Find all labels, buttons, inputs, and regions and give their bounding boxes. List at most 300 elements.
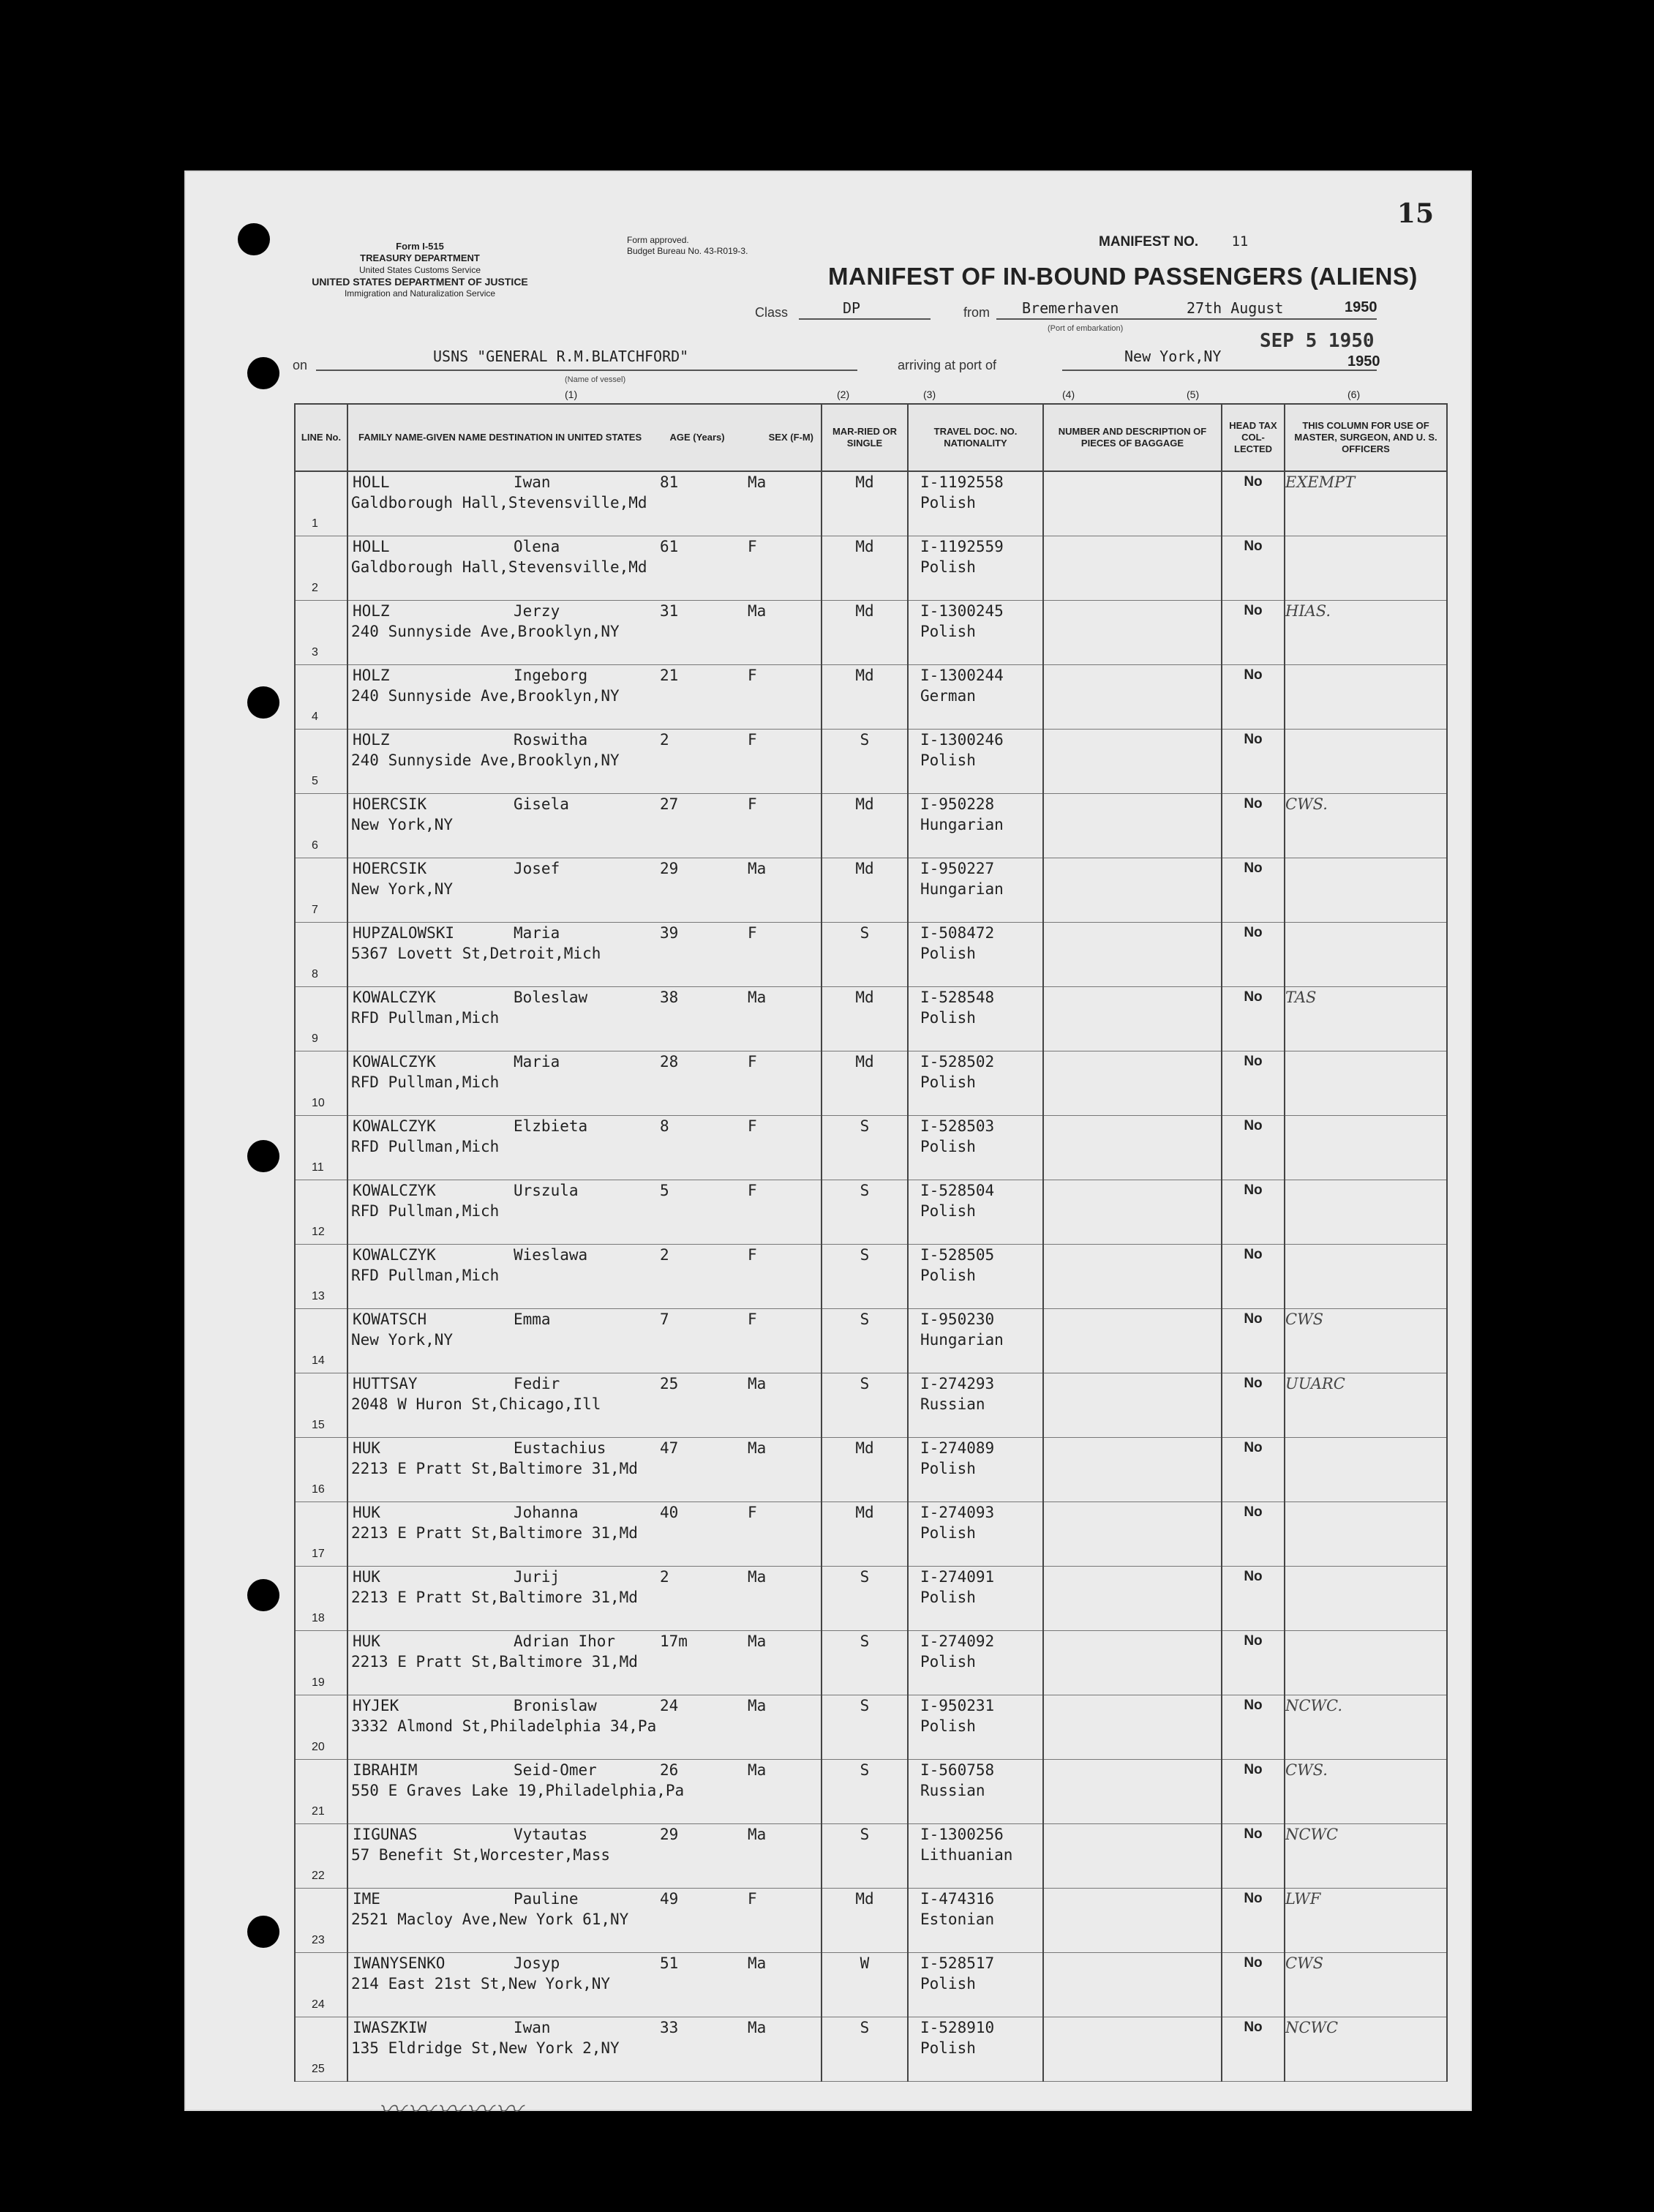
baggage-cell: [1043, 1502, 1222, 1567]
given-name: Olena: [514, 538, 560, 555]
travel-doc-number: I-528548: [920, 989, 995, 1006]
line-number: 13: [312, 1290, 325, 1302]
nationality: Polish: [920, 1138, 976, 1155]
column-number-3: (3): [923, 389, 936, 400]
table-row: [295, 1567, 1447, 1631]
header-age: AGE (Years): [669, 432, 725, 443]
destination: Galdborough Hall,Stevensville,Md: [351, 494, 647, 511]
sex: Ma: [748, 1954, 767, 1972]
nationality: Polish: [920, 1267, 976, 1284]
travel-doc-cell: [908, 536, 1043, 601]
head-tax: No: [1222, 1889, 1285, 1953]
line-number: 23: [312, 1934, 325, 1946]
sex: Ma: [748, 1761, 767, 1779]
name-cell: [347, 471, 822, 536]
class-label: Class: [755, 305, 789, 320]
line-number: 20: [312, 1741, 325, 1753]
travel-doc-number: I-1300256: [920, 1826, 1004, 1843]
given-name: Roswitha: [514, 731, 588, 749]
age: 2: [660, 1568, 669, 1586]
line-number: 2: [312, 582, 318, 594]
given-name: Jurij: [514, 1568, 560, 1586]
family-name: HUPZALOWSKI: [353, 924, 455, 942]
officer-note: [1285, 1116, 1447, 1180]
destination: RFD Pullman,Mich: [351, 1009, 500, 1027]
nationality: Polish: [920, 1202, 976, 1220]
destination: 2048 W Huron St,Chicago,Ill: [351, 1395, 601, 1413]
name-cell: [347, 1051, 822, 1116]
sex: Ma: [748, 1568, 767, 1586]
table-row: [295, 1953, 1447, 2017]
sex: Ma: [748, 1697, 767, 1714]
dept-line-4: Immigration and Naturalization Service: [344, 288, 496, 299]
baggage-cell: [1043, 1760, 1222, 1824]
nationality: Hungarian: [920, 1331, 1004, 1349]
marital-status: S: [822, 1180, 908, 1245]
given-name: Urszula: [514, 1182, 579, 1199]
marital-status: S: [822, 1245, 908, 1309]
age: 27: [660, 795, 679, 813]
baggage-cell: [1043, 1051, 1222, 1116]
travel-doc-number: I-950228: [920, 795, 995, 813]
marital-status: Md: [822, 665, 908, 730]
officer-note: [1285, 923, 1447, 987]
marital-status: S: [822, 1631, 908, 1695]
travel-doc-number: I-950230: [920, 1311, 995, 1328]
nationality: Polish: [920, 2039, 976, 2057]
officer-note: [1285, 1567, 1447, 1631]
nationality: Polish: [920, 1975, 976, 1992]
line-cell: [295, 730, 347, 794]
page-number: 15: [1396, 198, 1434, 229]
table-row: [295, 794, 1447, 858]
class-value: DP: [843, 299, 861, 317]
family-name: HOERCSIK: [353, 795, 427, 813]
travel-doc-number: I-1192559: [920, 538, 1004, 555]
line-cell: [295, 1116, 347, 1180]
marital-status: S: [822, 1309, 908, 1373]
head-tax: No: [1222, 1695, 1285, 1760]
from-value: Bremerhaven: [1022, 299, 1119, 317]
from-underline: [996, 318, 1377, 320]
given-name: Josef: [514, 860, 560, 877]
table-row: [295, 1889, 1447, 1953]
travel-doc-number: I-474316: [920, 1890, 995, 1908]
given-name: Gisela: [514, 795, 569, 813]
age: 38: [660, 989, 679, 1006]
arrival-port: New York,NY: [1124, 348, 1222, 365]
family-name: KOWALCZYK: [353, 1053, 436, 1071]
line-number: 4: [312, 711, 318, 723]
family-name: HUK: [353, 1439, 380, 1457]
officer-note: [1285, 1180, 1447, 1245]
line-number: 14: [312, 1354, 325, 1367]
age: 61: [660, 538, 679, 555]
travel-doc-number: I-274093: [920, 1504, 995, 1521]
table-row: [295, 1438, 1447, 1502]
table-header-row: [295, 404, 1447, 471]
head-tax: No: [1222, 1760, 1285, 1824]
age: 7: [660, 1311, 669, 1328]
table-row: [295, 471, 1447, 536]
destination: 240 Sunnyside Ave,Brooklyn,NY: [351, 623, 620, 640]
baggage-cell: [1043, 1824, 1222, 1889]
given-name: Wieslawa: [514, 1246, 588, 1264]
name-cell: [347, 794, 822, 858]
marital-status: S: [822, 1760, 908, 1824]
given-name: Pauline: [514, 1890, 579, 1908]
given-name: Maria: [514, 924, 560, 942]
travel-doc-cell: [908, 1760, 1043, 1824]
baggage-cell: [1043, 1695, 1222, 1760]
family-name: IBRAHIM: [353, 1761, 418, 1779]
given-name: Iwan: [514, 473, 551, 491]
head-tax: No: [1222, 1502, 1285, 1567]
family-name: HOERCSIK: [353, 860, 427, 877]
line-number: 6: [312, 839, 318, 852]
binder-hole: [247, 686, 279, 719]
age: 28: [660, 1053, 679, 1071]
head-tax: No: [1222, 1309, 1285, 1373]
officer-note: [1285, 858, 1447, 923]
name-cell: [347, 1180, 822, 1245]
name-cell: [347, 1631, 822, 1695]
given-name: Elzbieta: [514, 1117, 588, 1135]
line-cell: [295, 2017, 347, 2082]
line-number: 22: [312, 1870, 325, 1882]
line-number: 18: [312, 1612, 325, 1624]
name-cell: [347, 1502, 822, 1567]
line-cell: [295, 1309, 347, 1373]
given-name: Johanna: [514, 1504, 579, 1521]
travel-doc-cell: [908, 2017, 1043, 2082]
column-number-2: (2): [837, 389, 850, 400]
baggage-cell: [1043, 1631, 1222, 1695]
travel-doc-cell: [908, 1695, 1043, 1760]
travel-doc-cell: [908, 1309, 1043, 1373]
family-name: HUK: [353, 1632, 380, 1650]
family-name: HOLZ: [353, 667, 390, 684]
form-approved-text: Form approved.: [627, 235, 689, 245]
sex: Ma: [748, 473, 767, 491]
travel-doc-number: I-950227: [920, 860, 995, 877]
manifest-no-label: MANIFEST NO.: [1099, 234, 1199, 250]
destination: 214 East 21st St,New York,NY: [351, 1975, 611, 1992]
baggage-cell: [1043, 471, 1222, 536]
travel-doc-cell: [908, 1631, 1043, 1695]
destination: 3332 Almond St,Philadelphia 34,Pa: [351, 1717, 657, 1735]
name-cell: [347, 1889, 822, 1953]
nationality: Polish: [920, 1653, 976, 1671]
binder-hole: [247, 1140, 279, 1172]
nationality: Polish: [920, 945, 976, 962]
sex: F: [748, 924, 757, 942]
name-cell: [347, 1953, 822, 2017]
head-tax: No: [1222, 1631, 1285, 1695]
table-row: [295, 1631, 1447, 1695]
line-cell: [295, 601, 347, 665]
age: 2: [660, 1246, 669, 1264]
given-name: Jerzy: [514, 602, 560, 620]
given-name: Boleslaw: [514, 989, 588, 1006]
destination: 57 Benefit St,Worcester,Mass: [351, 1846, 611, 1864]
line-number: 5: [312, 775, 318, 787]
baggage-cell: [1043, 794, 1222, 858]
form-approval: [627, 235, 748, 257]
line-cell: [295, 1889, 347, 1953]
line-number: 12: [312, 1226, 325, 1238]
name-cell: [347, 1760, 822, 1824]
manifest-no-value: 11: [1231, 233, 1249, 250]
family-name: HOLZ: [353, 731, 390, 749]
travel-doc-number: I-528910: [920, 2019, 995, 2036]
dept-line-2: United States Customs Service: [358, 265, 481, 275]
nationality: Polish: [920, 494, 976, 511]
sex: Ma: [748, 2019, 767, 2036]
age: 25: [660, 1375, 679, 1392]
travel-doc-cell: [908, 1502, 1043, 1567]
given-name: Emma: [514, 1311, 551, 1328]
name-cell: [347, 1695, 822, 1760]
baggage-cell: [1043, 987, 1222, 1051]
travel-doc-number: I-1192558: [920, 473, 1004, 491]
travel-doc-number: I-274091: [920, 1568, 995, 1586]
table-row: [295, 2017, 1447, 2082]
manifest-number: [1099, 233, 1248, 250]
vessel-note: (Name of vessel): [565, 375, 626, 384]
line-cell: [295, 1051, 347, 1116]
table-row: [295, 923, 1447, 987]
line-number: 9: [312, 1032, 318, 1045]
table-row: [295, 1695, 1447, 1760]
head-tax: No: [1222, 858, 1285, 923]
head-tax: No: [1222, 1245, 1285, 1309]
nationality: Hungarian: [920, 880, 1004, 898]
head-tax: No: [1222, 471, 1285, 536]
family-name: IIGUNAS: [353, 1826, 418, 1843]
budget-bureau-text: Budget Bureau No. 43-R019-3.: [627, 246, 748, 256]
line-number: 16: [312, 1483, 325, 1496]
sex: F: [748, 1311, 757, 1328]
table-row: [295, 665, 1447, 730]
given-name: Ingeborg: [514, 667, 588, 684]
nationality: Polish: [920, 1009, 976, 1027]
date-value: 27th August: [1187, 299, 1284, 317]
line-number: 17: [312, 1548, 325, 1560]
baggage-cell: [1043, 1373, 1222, 1438]
family-name: HUTTSAY: [353, 1375, 418, 1392]
line-number: 1: [312, 517, 318, 530]
line-number: 24: [312, 1998, 325, 2011]
officer-note: EXEMPT: [1285, 471, 1447, 536]
age: 26: [660, 1761, 679, 1779]
head-tax: No: [1222, 601, 1285, 665]
header-name: [347, 404, 822, 471]
name-cell: [347, 1438, 822, 1502]
name-cell: [347, 665, 822, 730]
header-baggage: NUMBER AND DESCRIPTION OF PIECES OF BAGGAGE: [1043, 404, 1222, 471]
line-number: 7: [312, 904, 318, 916]
travel-doc-number: I-528504: [920, 1182, 995, 1199]
travel-doc-cell: [908, 1953, 1043, 2017]
name-cell: [347, 601, 822, 665]
name-cell: [347, 730, 822, 794]
line-cell: [295, 923, 347, 987]
officer-note: UUARC: [1285, 1373, 1447, 1438]
destination: New York,NY: [351, 880, 454, 898]
nationality: Lithuanian: [920, 1846, 1013, 1864]
baggage-cell: [1043, 2017, 1222, 2082]
name-cell: [347, 923, 822, 987]
nationality: German: [920, 687, 976, 705]
nationality: Polish: [920, 1073, 976, 1091]
baggage-cell: [1043, 730, 1222, 794]
destination: 2213 E Pratt St,Baltimore 31,Md: [351, 1589, 638, 1606]
family-name: IME: [353, 1890, 380, 1908]
travel-doc-cell: [908, 730, 1043, 794]
nationality: Polish: [920, 1524, 976, 1542]
given-name: Maria: [514, 1053, 560, 1071]
sex: F: [748, 731, 757, 749]
travel-doc-number: I-1300245: [920, 602, 1004, 620]
officer-note: CWS.: [1285, 1760, 1447, 1824]
travel-doc-cell: [908, 1373, 1043, 1438]
header-married: MAR-RIED OR SINGLE: [822, 404, 908, 471]
given-name: Fedir: [514, 1375, 560, 1392]
head-tax: No: [1222, 1953, 1285, 2017]
marital-status: Md: [822, 1438, 908, 1502]
line-cell: [295, 471, 347, 536]
baggage-cell: [1043, 1567, 1222, 1631]
officer-note: CWS: [1285, 1309, 1447, 1373]
sex: F: [748, 1246, 757, 1264]
table-row: [295, 1760, 1447, 1824]
family-name: IWASZKIW: [353, 2019, 427, 2036]
sex: F: [748, 1182, 757, 1199]
arrival-underline: [1062, 370, 1377, 371]
table-row: [295, 1180, 1447, 1245]
baggage-cell: [1043, 1889, 1222, 1953]
destination: 2213 E Pratt St,Baltimore 31,Md: [351, 1460, 638, 1477]
age: 24: [660, 1697, 679, 1714]
destination: 550 E Graves Lake 19,Philadelphia,Pa: [351, 1782, 685, 1799]
name-cell: [347, 2017, 822, 2082]
line-number: 3: [312, 646, 318, 659]
line-number: 15: [312, 1419, 325, 1431]
line-cell: [295, 1760, 347, 1824]
destination: 240 Sunnyside Ave,Brooklyn,NY: [351, 687, 620, 705]
name-cell: [347, 1245, 822, 1309]
family-name: HOLL: [353, 473, 390, 491]
destination: 2213 E Pratt St,Baltimore 31,Md: [351, 1653, 638, 1671]
passenger-table: [294, 403, 1448, 2082]
nationality: Polish: [920, 1589, 976, 1606]
vessel-underline: [316, 370, 857, 371]
age: 81: [660, 473, 679, 491]
header-sex: SEX (F-M): [768, 432, 813, 443]
baggage-cell: [1043, 858, 1222, 923]
name-cell: [347, 987, 822, 1051]
given-name: Josyp: [514, 1954, 560, 1972]
line-cell: [295, 1953, 347, 2017]
family-name: HOLZ: [353, 602, 390, 620]
binder-hole: [247, 1916, 279, 1948]
marital-status: Md: [822, 858, 908, 923]
age: 17m: [660, 1632, 688, 1650]
sex: F: [748, 667, 757, 684]
officer-note: [1285, 730, 1447, 794]
baggage-cell: [1043, 1116, 1222, 1180]
given-name: Eustachius: [514, 1439, 606, 1457]
age: 47: [660, 1439, 679, 1457]
line-cell: [295, 1824, 347, 1889]
name-cell: [347, 536, 822, 601]
line-cell: [295, 665, 347, 730]
head-tax: No: [1222, 1824, 1285, 1889]
head-tax: No: [1222, 1116, 1285, 1180]
travel-doc-cell: [908, 794, 1043, 858]
table-row: [295, 536, 1447, 601]
marital-status: Md: [822, 794, 908, 858]
age: 51: [660, 1954, 679, 1972]
destination: New York,NY: [351, 816, 454, 833]
destination: 5367 Lovett St,Detroit,Mich: [351, 945, 601, 962]
destination: 2521 Macloy Ave,New York 61,NY: [351, 1911, 629, 1928]
sex: Ma: [748, 1375, 767, 1392]
from-label: from: [963, 305, 990, 320]
destination: 135 Eldridge St,New York 2,NY: [351, 2039, 620, 2057]
marital-status: Md: [822, 1502, 908, 1567]
baggage-cell: [1043, 1180, 1222, 1245]
head-tax: No: [1222, 794, 1285, 858]
sex: F: [748, 1053, 757, 1071]
travel-doc-cell: [908, 1051, 1043, 1116]
officer-note: NCWC.: [1285, 1695, 1447, 1760]
baggage-cell: [1043, 1309, 1222, 1373]
table-row: [295, 1824, 1447, 1889]
header-officers: THIS COLUMN FOR USE OF MASTER, SURGEON, AND U. S. OFFICERS: [1285, 404, 1447, 471]
line-cell: [295, 1502, 347, 1567]
head-tax: No: [1222, 730, 1285, 794]
table-row: [295, 1309, 1447, 1373]
officer-note: CWS: [1285, 1953, 1447, 2017]
marital-status: Md: [822, 1889, 908, 1953]
officer-note: [1285, 536, 1447, 601]
destination: RFD Pullman,Mich: [351, 1267, 500, 1284]
nationality: Estonian: [920, 1911, 995, 1928]
sex: F: [748, 1117, 757, 1135]
baggage-cell: [1043, 1245, 1222, 1309]
travel-doc-cell: [908, 665, 1043, 730]
officer-note: NCWC: [1285, 1824, 1447, 1889]
family-name: KOWALCZYK: [353, 1246, 436, 1264]
sex: F: [748, 538, 757, 555]
sex: Ma: [748, 1439, 767, 1457]
line-cell: [295, 1245, 347, 1309]
travel-doc-number: I-274092: [920, 1632, 995, 1650]
year-value: 1950: [1345, 299, 1377, 315]
age: 5: [660, 1182, 669, 1199]
officer-note: [1285, 1502, 1447, 1567]
name-cell: [347, 858, 822, 923]
given-name: Adrian Ihor: [514, 1632, 616, 1650]
travel-doc-cell: [908, 987, 1043, 1051]
marital-status: S: [822, 730, 908, 794]
travel-doc-number: I-560758: [920, 1761, 995, 1779]
marital-status: Md: [822, 471, 908, 536]
family-name: KOWALCZYK: [353, 989, 436, 1006]
travel-doc-cell: [908, 1824, 1043, 1889]
